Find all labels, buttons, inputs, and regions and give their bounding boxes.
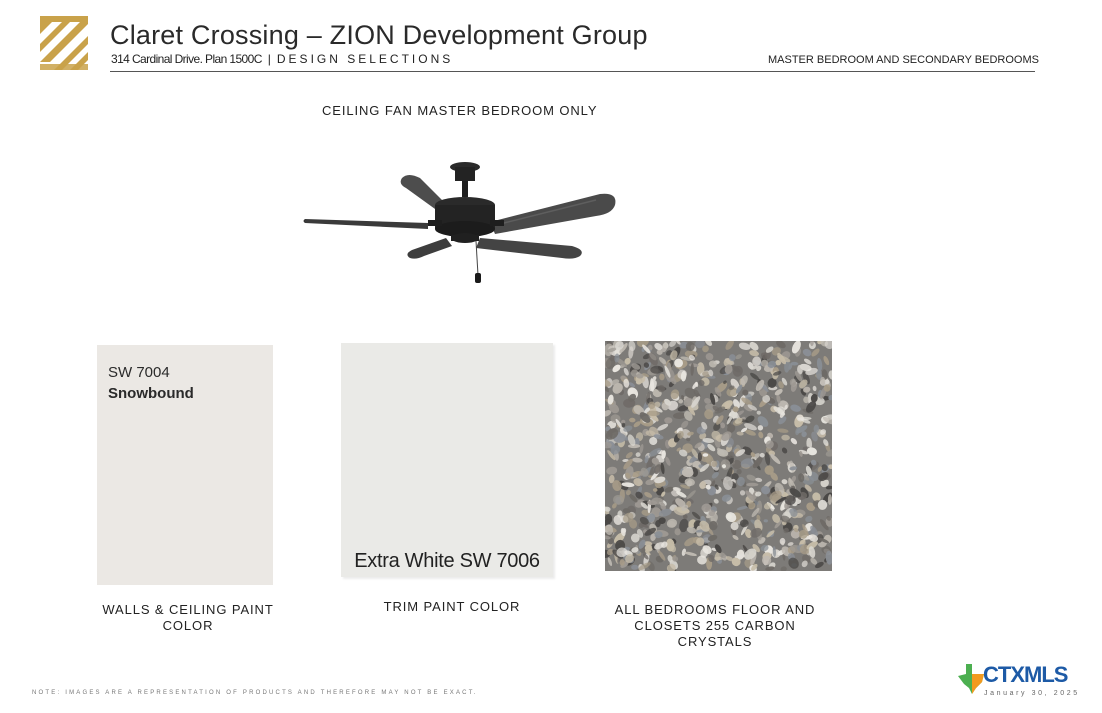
ceiling-fan-image — [300, 150, 620, 290]
design-selections-label: DESIGN SELECTIONS — [276, 52, 454, 66]
walls-paint-code: SW 7004 — [108, 364, 170, 381]
document-date: January 30, 2025 — [984, 690, 1080, 697]
walls-paint-name: Snowbound — [108, 385, 194, 402]
disclaimer-note: NOTE: IMAGES ARE A REPRESENTATION OF PRODUCTS AND THEREFORE MAY NOT BE EXACT. — [32, 690, 478, 696]
subtitle-separator: | — [267, 52, 271, 66]
floor-caption: ALL BEDROOMS FLOOR AND CLOSETS 255 CARBON CRYSTALS — [614, 602, 816, 649]
walls-paint-swatch — [97, 345, 273, 585]
ctxmls-mls: MLS — [1024, 662, 1068, 687]
trim-caption: TRIM PAINT COLOR — [383, 599, 521, 614]
trim-paint-swatch — [341, 343, 553, 577]
ctxmls-wordmark — [983, 662, 1067, 688]
trim-paint-label: Extra White SW 7006 — [354, 550, 540, 572]
section-title: MASTER BEDROOM AND SECONDARY BEDROOMS — [768, 54, 1039, 66]
zion-logo — [38, 14, 90, 72]
header-divider — [110, 71, 1035, 72]
fan-caption: CEILING FAN MASTER BEDROOM ONLY — [322, 103, 598, 118]
subtitle — [111, 52, 453, 66]
property-address: 314 Cardinal Drive. Plan 1500C — [111, 52, 262, 66]
page-title: Claret Crossing – ZION Development Group — [110, 20, 648, 50]
carpet-sample-image — [605, 341, 832, 571]
ctxmls-ctx: CTX — [983, 662, 1024, 687]
walls-caption: WALLS & CEILING PAINT COLOR — [102, 602, 274, 633]
